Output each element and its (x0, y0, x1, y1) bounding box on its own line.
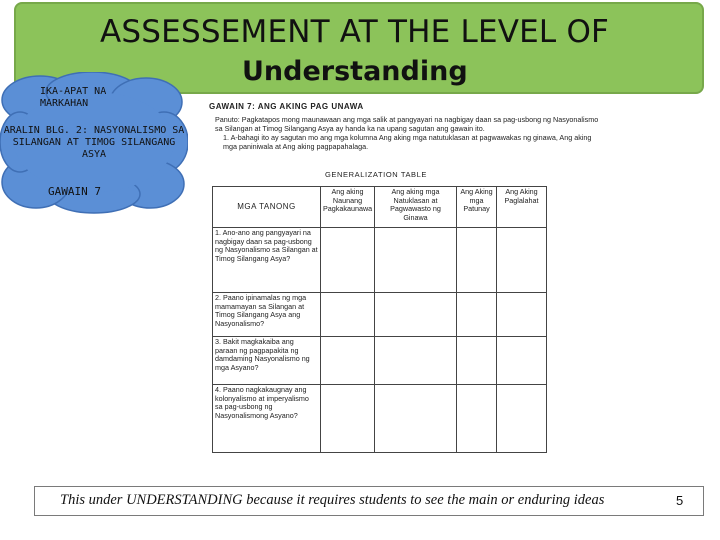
answer-cell (497, 337, 547, 385)
lesson-label: ARALIN BLG. 2: NASYONALISMO SA SILANGAN AT TIMOG SILANGANG ASYA (3, 125, 185, 160)
question-cell: 3. Bakit magkakaiba ang paraan ng pagpapakita ng damdaming Nasyonalismo ng mga Asyano? (213, 337, 321, 385)
header-proofs: Ang Aking mga Patunay (457, 187, 497, 228)
info-cloud (0, 72, 188, 214)
question-cell: 4. Paano nagkakaugnay ang kolonyalismo at imperyalismo sa pag-usbong ng Nasyonalismong Asyano? (213, 385, 321, 453)
generalization-table-title: GENERALIZATION TABLE (325, 170, 428, 179)
answer-cell (375, 228, 457, 293)
table-row (213, 228, 547, 293)
answer-cell (497, 293, 547, 337)
answer-cell (321, 337, 375, 385)
answer-cell (375, 385, 457, 453)
header-generalization: Ang Aking Paglalahat (497, 187, 547, 228)
header-prior-understanding: Ang aking Naunang Pagkakaunawa (321, 187, 375, 228)
answer-cell (457, 337, 497, 385)
answer-cell (457, 385, 497, 453)
worksheet-instructions: Panuto: Pagkatapos mong maunawaan ang mga salik at pangyayari na nagbigay daan sa pag-usbong ng Nasyonalismo sa Silangan at Timog Silangang Asya ay handa ka na upang sagutan ang gawain ito. (215, 115, 599, 133)
worksheet (207, 102, 607, 151)
answer-cell (457, 228, 497, 293)
worksheet-instructions-2: 1. A-bahagi ito ay sagutan mo ang mga kolumna Ang aking mga natutuklasan at pagwawakas ng ginawa, Ang aking mga paniniwala at Ang aking pagpapahalaga. (223, 133, 592, 151)
answer-cell (321, 228, 375, 293)
answer-cell (375, 337, 457, 385)
answer-cell (375, 293, 457, 337)
table-edge-mark (546, 289, 547, 297)
answer-cell (497, 228, 547, 293)
slide-title: ASSESSEMENT AT THE LEVEL OF (100, 14, 610, 50)
generalization-table (212, 186, 547, 453)
quarter-label: IKA-APAT NA MARKAHAN (40, 86, 107, 109)
answer-cell (457, 293, 497, 337)
caption-text: This under UNDERSTANDING because it requires students to see the main or enduring ideas (60, 492, 605, 508)
answer-cell (321, 293, 375, 337)
header-discoveries: Ang aking mga Natuklasan at Pagwawasto ng Ginawa (375, 187, 457, 228)
table-row (213, 293, 547, 337)
activity-label: GAWAIN 7 (48, 185, 101, 198)
slide-subtitle: Understanding (242, 56, 468, 87)
table-header-row (213, 187, 547, 228)
table-row (213, 385, 547, 453)
header-questions: MGA TANONG (213, 187, 321, 228)
page-number: 5 (676, 493, 684, 508)
worksheet-heading: GAWAIN 7: ANG AKING PAG UNAWA (209, 102, 364, 111)
answer-cell (497, 385, 547, 453)
answer-cell (321, 385, 375, 453)
question-cell: 1. Ano-ano ang pangyayari na nagbigay daan sa pag-usbong ng Nasyonalismo sa Silangan at Timog Silangang Asya? (213, 228, 321, 293)
table-row (213, 337, 547, 385)
question-cell: 2. Paano ipinamalas ng mga mamamayan sa Silangan at Timog Silangang Asya ang Nasyonalismo? (213, 293, 321, 337)
